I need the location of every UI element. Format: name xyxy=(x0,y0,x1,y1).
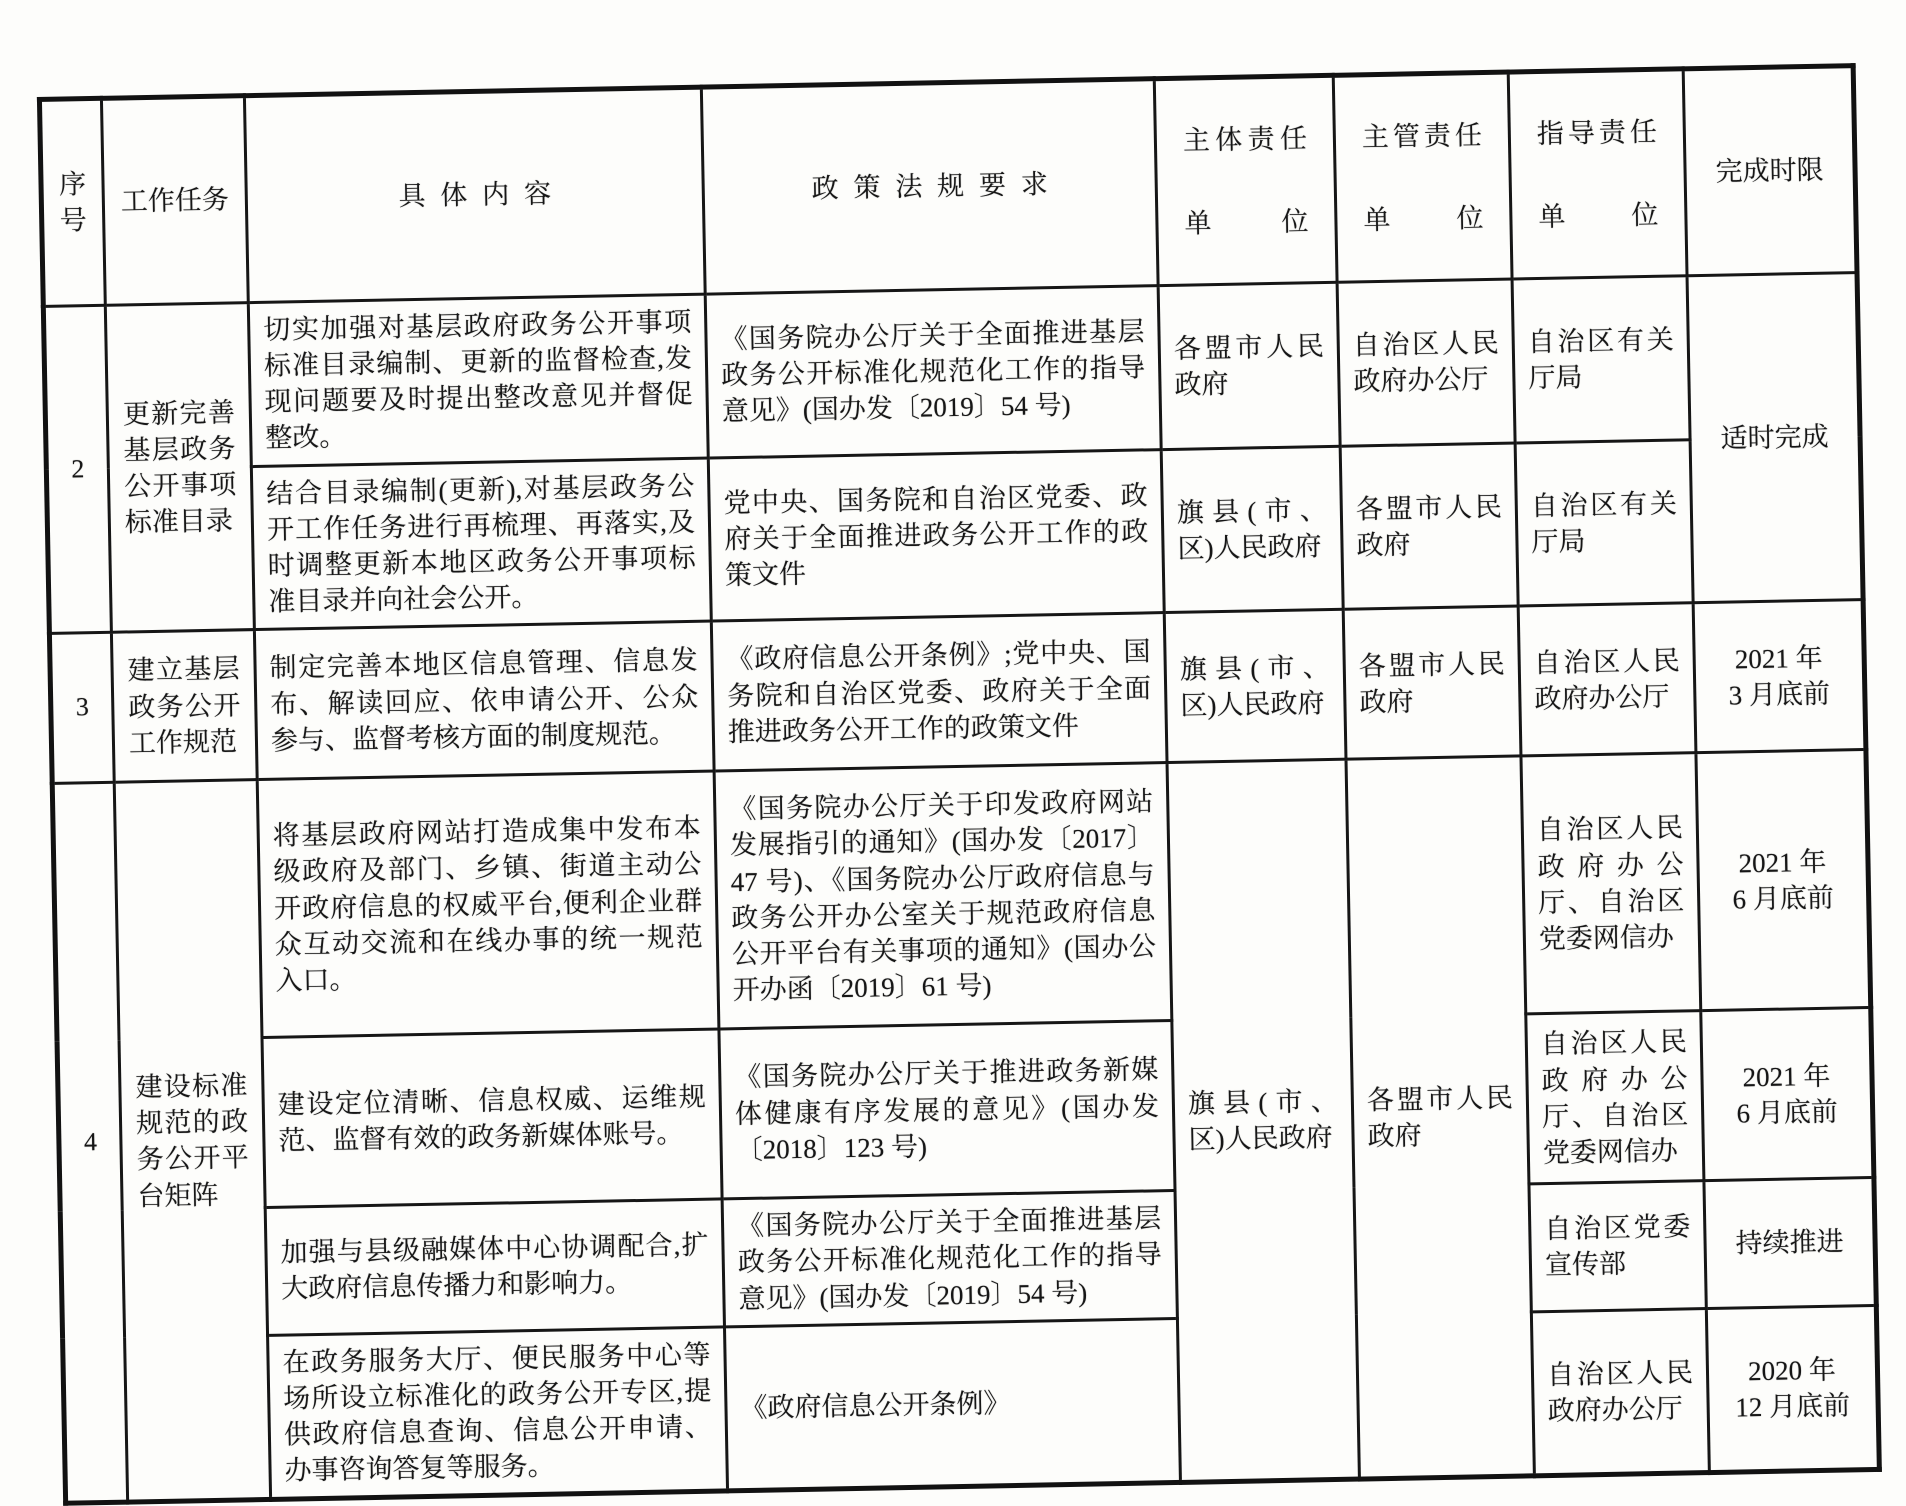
task-cell: 建设标准规范的政务公开平台矩阵 xyxy=(114,780,270,1503)
guidance-unit-cell: 自治区人民政府办公厅、自治区党委网信办 xyxy=(1526,1011,1704,1184)
work-plan-table-tilt-wrapper xyxy=(37,63,1873,1486)
seq-cell: 4 xyxy=(52,782,127,1503)
primary-unit-cell: 旗县(市、区)人民政府 xyxy=(1167,759,1359,1482)
col-header-content xyxy=(244,87,705,302)
work-plan-table xyxy=(37,63,1882,1506)
guidance-unit-cell: 自治区党委宣传部 xyxy=(1529,1181,1706,1312)
guidance-unit-cell: 自治区人民政府办公厅 xyxy=(1531,1308,1709,1476)
col-header-guidance-unit xyxy=(1508,69,1687,279)
col-header-deadline: 完成时限 xyxy=(1683,66,1857,276)
deadline-cell: 2021 年 6 月底前 xyxy=(1696,750,1871,1011)
content-cell: 切实加强对基层政府政务公开事项标准目录编制、更新的监督检查,发现问题要及时提出整改意见并督促整改。 xyxy=(248,294,708,466)
primary-unit-cell: 旗县(市、区)人民政府 xyxy=(1164,609,1346,762)
table-row xyxy=(63,1305,1880,1504)
seq-cell: 3 xyxy=(49,632,114,783)
content-cell: 建设定位清晰、信息权威、运维规范、监督有效的政务新媒体账号。 xyxy=(262,1029,722,1208)
primary-unit-cell: 各盟市人民政府 xyxy=(1158,282,1340,449)
col-header-task: 工作任务 xyxy=(101,96,248,305)
content-cell: 制定完善本地区信息管理、信息发布、解读回应、依申请公开、公众参与、监督考核方面的制度规范。 xyxy=(254,621,714,780)
table-row xyxy=(52,750,1871,1042)
policy-cell: 《国务院办公厅关于全面推进基层政务公开标准化规范化工作的指导意见》(国办发〔2019〕54 号) xyxy=(722,1191,1177,1327)
table-header-row xyxy=(39,66,1857,307)
supervisor-unit-cell: 各盟市人民政府 xyxy=(1346,756,1534,1479)
col-header-seq: 序号 xyxy=(39,98,105,306)
supervisor-unit-cell: 各盟市人民政府 xyxy=(1343,606,1521,759)
policy-cell: 党中央、国务院和自治区党委、政府关于全面推进政务公开工作的政策文件 xyxy=(708,449,1164,621)
guidance-unit-cell: 自治区有关厅局 xyxy=(1512,276,1690,443)
col-header-policy-label: 政策法规要求 xyxy=(811,169,1063,204)
deadline-cell: 2021 年 3 月底前 xyxy=(1693,600,1866,753)
deadline-cell: 2021 年 6 月底前 xyxy=(1701,1008,1874,1181)
supervisor-unit-cell: 各盟市人民政府 xyxy=(1340,443,1518,610)
col-header-policy xyxy=(701,79,1158,294)
deadline-cell: 2020 年 12 月底前 xyxy=(1706,1305,1879,1473)
supervisor-unit-cell: 自治区人民政府办公厅 xyxy=(1337,279,1515,446)
guidance-unit-cell: 自治区人民政府办公厅、自治区党委网信办 xyxy=(1521,753,1701,1014)
col-header-primary-line1: 主体责任 xyxy=(1182,123,1308,156)
policy-cell: 《国务院办公厅关于全面推进基层政务公开标准化规范化工作的指导意见》(国办发〔2019〕54 号) xyxy=(705,285,1161,457)
col-header-primary-unit xyxy=(1154,75,1337,285)
col-header-guidance-line1: 指导责任 xyxy=(1536,116,1658,150)
content-cell: 在政务服务大厅、便民服务中心等场所设立标准化的政务公开专区,提供政府信息查询、信息公开申请、办事咨询答复等服务。 xyxy=(268,1327,728,1500)
task-cell: 更新完善基层政务公开事项标准目录 xyxy=(105,302,254,632)
table-row xyxy=(57,1008,1874,1212)
guidance-unit-cell: 自治区人民政府办公厅 xyxy=(1518,603,1696,756)
col-header-primary-line2: 单位 xyxy=(1184,205,1309,239)
col-header-supervisor-line1: 主管责任 xyxy=(1361,120,1483,153)
deadline-cell: 适时完成 xyxy=(1687,272,1863,602)
policy-cell: 《政府信息公开条例》;党中央、国务院和自治区党委、政府关于全面推进政务公开工作的政策文件 xyxy=(711,613,1167,771)
content-cell: 加强与县级融媒体中心协调配合,扩大政府信息传播力和影响力。 xyxy=(265,1199,724,1335)
seq-cell: 2 xyxy=(43,305,111,633)
col-header-content-label: 具体内容 xyxy=(398,178,567,212)
policy-cell: 《国务院办公厅关于印发政府网站发展指引的通知》(国办发〔2017〕47 号)、《国务院办公厅政府信息与政务公开办公室关于规范政府信息公开平台有关事项的通知》(国办公开办函〔2019〕61 号) xyxy=(714,763,1172,1029)
guidance-unit-cell: 自治区有关厅局 xyxy=(1515,439,1693,606)
task-cell: 建立基层政务公开工作规范 xyxy=(111,630,257,783)
deadline-cell: 持续推进 xyxy=(1704,1178,1876,1309)
primary-unit-cell: 旗县(市、区)人民政府 xyxy=(1161,446,1343,613)
content-cell: 结合目录编制(更新),对基层政务公开工作任务进行再梳理、再落实,及时调整更新本地区政务公开事项标准目录并向社会公开。 xyxy=(251,458,711,630)
policy-cell: 《国务院办公厅关于推进政务新媒体健康有序发展的意见》(国办发〔2018〕123 号) xyxy=(719,1021,1175,1199)
col-header-supervisor-line2: 单位 xyxy=(1363,202,1484,235)
policy-cell: 《政府信息公开条例》 xyxy=(724,1318,1180,1491)
col-header-supervisor-unit xyxy=(1333,72,1512,282)
content-cell: 将基层政府网站打造成集中发布本级政府及部门、乡镇、街道主动公开政府信息的权威平台,便利企业群众互动交流和在线办事的统一规范入口。 xyxy=(257,771,719,1037)
col-header-guidance-line2: 单位 xyxy=(1538,199,1659,232)
